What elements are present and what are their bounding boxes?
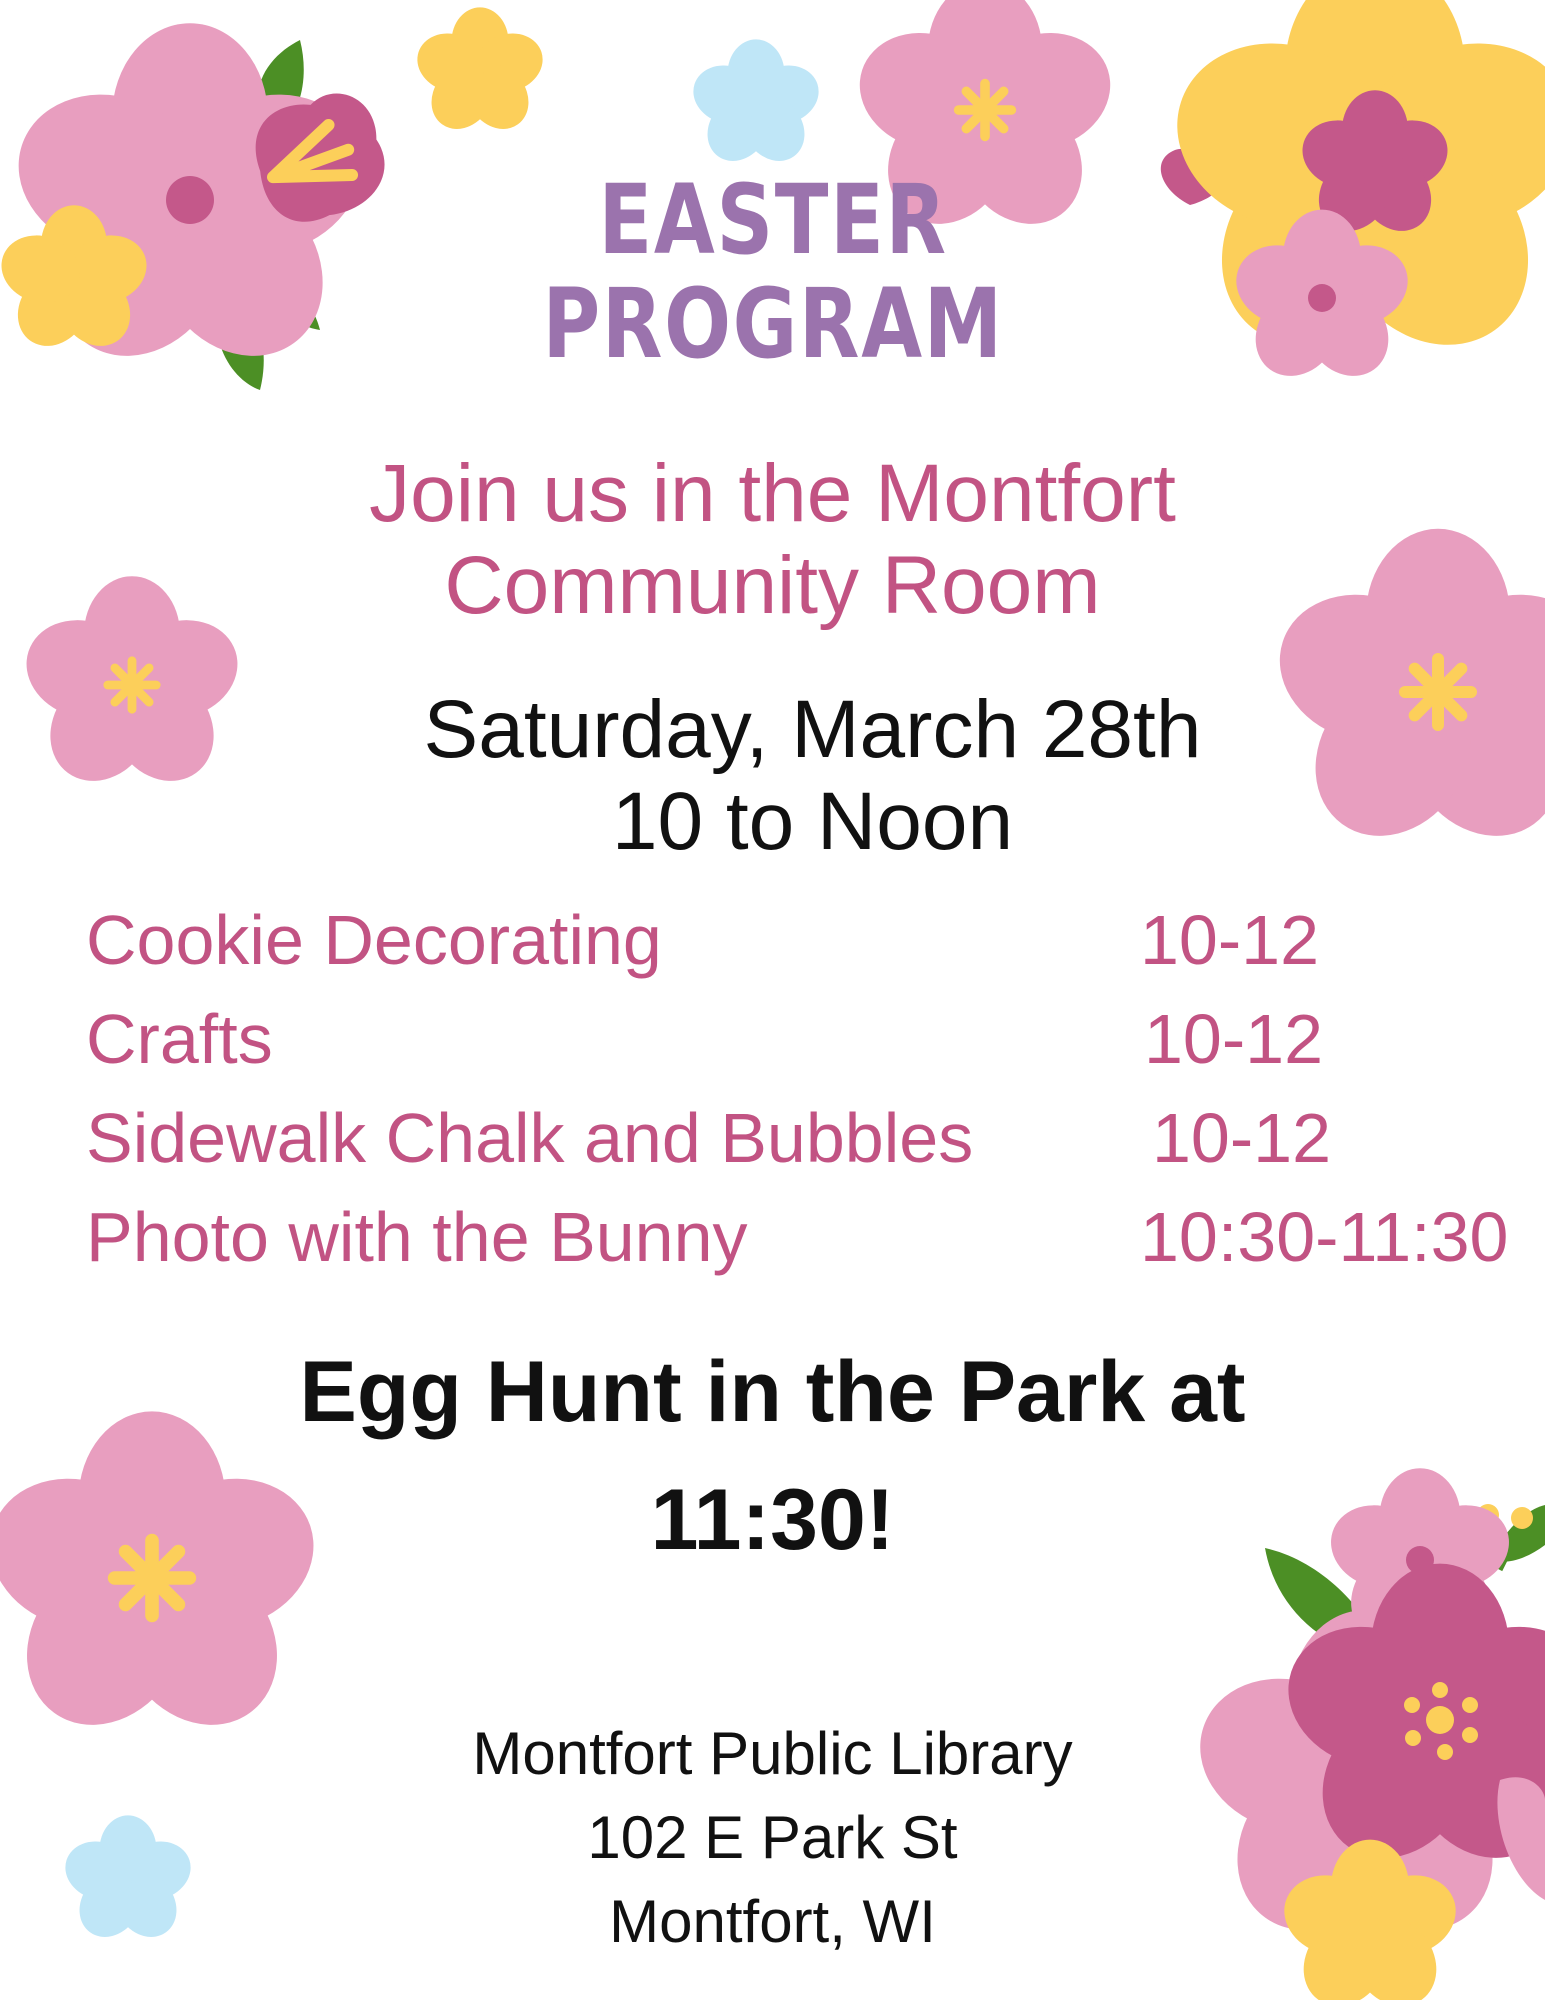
egg-hunt-highlight (0, 1328, 1545, 1584)
activity-name: Sidewalk Chalk and Bubbles (86, 1099, 974, 1177)
library-name: Montfort Public Library (472, 1720, 1073, 1787)
library-street: 102 E Park St (587, 1804, 958, 1871)
invite-line-1: Join us in the Montfort (369, 448, 1176, 539)
event-date: Saturday, March 28th (423, 684, 1202, 775)
activity-name: Photo with the Bunny (86, 1198, 748, 1276)
library-address (0, 1712, 1545, 1964)
flower-icon (686, 39, 826, 173)
activity-time: 10-12 (1152, 1099, 1332, 1177)
library-city: Montfort, WI (609, 1888, 936, 1955)
event-title (140, 164, 1407, 380)
invite-line-2: Community Room (444, 540, 1101, 631)
activity-name: Crafts (86, 1000, 273, 1078)
activity-time: 10:30-11:30 (1140, 1198, 1509, 1276)
activity-time: 10-12 (1140, 901, 1320, 979)
invite-text (0, 448, 1545, 632)
title-line-2: PROGRAM (542, 268, 1004, 380)
event-time: 10 to Noon (611, 776, 1014, 867)
title-line-1: EASTER (598, 164, 948, 276)
highlight-line-2: 11:30! (650, 1472, 895, 1568)
flower-icon (410, 7, 550, 141)
activity-name: Cookie Decorating (86, 901, 662, 979)
activity-time: 10-12 (1144, 1000, 1324, 1078)
event-date-time (0, 684, 1545, 868)
highlight-line-1: Egg Hunt in the Park at (299, 1344, 1246, 1440)
